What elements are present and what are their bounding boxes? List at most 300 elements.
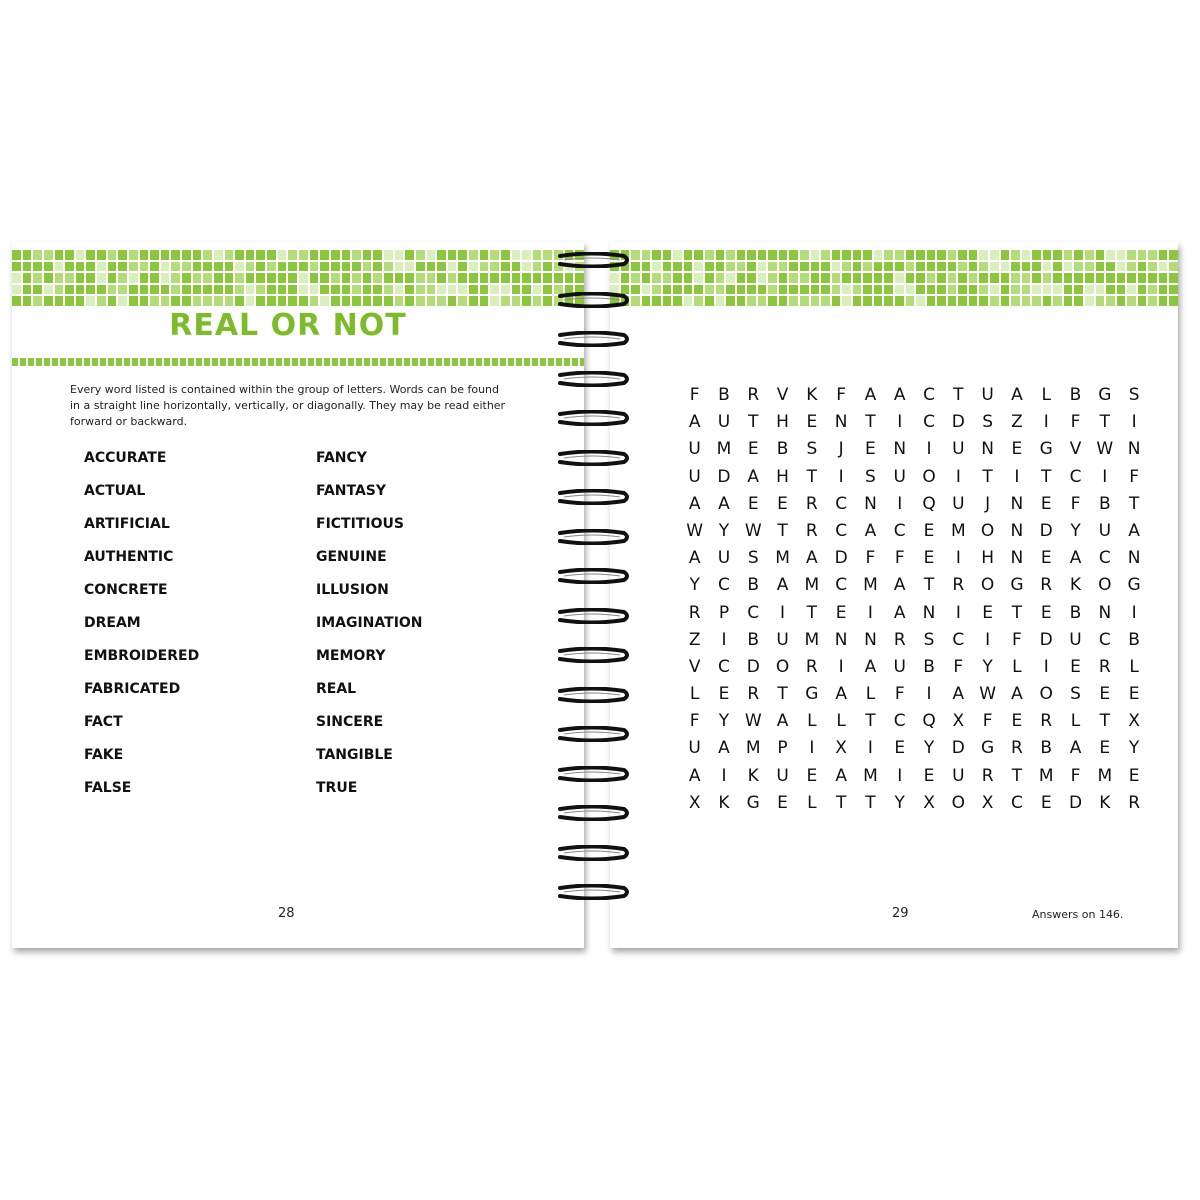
grid-letter: U: [776, 765, 789, 786]
grid-letter: I: [838, 466, 844, 487]
grid-letter: E: [1040, 602, 1052, 623]
grid-letter: L: [1041, 385, 1051, 405]
word-list-item: CONCRETE: [84, 582, 168, 598]
grid-letter: Y: [1070, 520, 1081, 541]
grid-letter: Y: [923, 738, 935, 759]
grid-letter: I: [1043, 412, 1049, 433]
grid-letter: S: [982, 412, 994, 433]
grid-letter: N: [1010, 493, 1024, 514]
grid-letter: Y: [718, 711, 730, 732]
grid-letter: I: [780, 602, 786, 623]
grid-letter: I: [1131, 602, 1137, 623]
word-list-item: FABRICATED: [84, 681, 181, 697]
grid-letter: K: [806, 385, 818, 405]
grid-letter: T: [865, 792, 876, 813]
binding-ring: [554, 568, 630, 584]
grid-letter: L: [689, 684, 700, 705]
grid-letter: E: [1070, 656, 1081, 677]
grid-letter: A: [806, 548, 818, 569]
grid-letter: N: [1127, 439, 1141, 460]
grid-letter: I: [897, 412, 903, 433]
grid-letter: I: [1043, 656, 1049, 677]
grid-letter: T: [835, 792, 847, 813]
grid-letter: C: [1098, 548, 1111, 569]
grid-letter: L: [865, 684, 876, 705]
grid-letter: C: [718, 575, 730, 596]
word-list-item: ACTUAL: [84, 483, 146, 499]
grid-letter: E: [1099, 738, 1111, 759]
word-list-item: FICTITIOUS: [316, 516, 404, 532]
grid-letter: A: [688, 412, 701, 433]
grid-letter: O: [775, 656, 790, 677]
grid-letter: W: [744, 711, 762, 732]
word-list-item: EMBROIDERED: [84, 648, 200, 664]
grid-letter: D: [1068, 792, 1083, 813]
grid-letter: R: [805, 493, 818, 514]
grid-letter: C: [1069, 466, 1082, 487]
grid-letter: G: [1098, 385, 1112, 405]
grid-letter: K: [1069, 575, 1082, 596]
grid-letter: N: [1010, 520, 1024, 541]
grid-letter: O: [980, 575, 995, 596]
grid-letter: K: [718, 792, 730, 813]
binding-ring: [554, 647, 630, 663]
grid-letter: R: [747, 385, 760, 405]
grid-letter: O: [1098, 575, 1112, 596]
header-mosaic-right: [610, 250, 1178, 306]
grid-letter: E: [1128, 765, 1140, 786]
grid-letter: X: [923, 792, 935, 813]
title-underline-stripe: [12, 358, 584, 366]
grid-letter: A: [688, 493, 701, 514]
word-list-item: SINCERE: [316, 714, 384, 730]
grid-letter: N: [893, 439, 907, 460]
grid-letter: E: [1011, 711, 1023, 732]
grid-letter: H: [981, 548, 995, 569]
grid-letter: U: [717, 412, 731, 433]
grid-letter: E: [1040, 548, 1052, 569]
grid-letter: B: [1069, 385, 1082, 405]
grid-letter: N: [834, 412, 848, 433]
grid-letter: I: [955, 466, 961, 487]
grid-letter: A: [864, 656, 877, 677]
grid-letter: R: [688, 602, 701, 623]
grid-letter: C: [835, 520, 848, 541]
grid-letter: A: [864, 520, 877, 541]
grid-letter: E: [747, 439, 759, 460]
grid-letter: C: [1010, 792, 1023, 813]
grid-letter: U: [1098, 520, 1112, 541]
grid-letter: N: [1010, 548, 1024, 569]
grid-letter: D: [746, 656, 760, 677]
grid-letter: A: [893, 602, 906, 623]
grid-letter: Y: [689, 575, 700, 596]
grid-letter: I: [721, 629, 727, 650]
grid-letter: M: [775, 548, 790, 569]
grid-letter: A: [864, 385, 877, 405]
grid-letter: T: [777, 684, 788, 705]
grid-letter: C: [893, 711, 906, 732]
grid-letter: L: [807, 711, 817, 732]
grid-letter: A: [776, 575, 789, 596]
grid-letter: M: [950, 520, 966, 541]
grid-letter: F: [1012, 629, 1022, 650]
grid-letter: A: [1011, 684, 1023, 705]
grid-letter: W: [979, 684, 997, 705]
binding-ring: [554, 450, 630, 466]
grid-letter: E: [806, 412, 818, 433]
binding-ring: [554, 371, 630, 387]
grid-letter: S: [806, 439, 818, 460]
grid-letter: J: [985, 493, 991, 514]
grid-letter: U: [717, 548, 731, 569]
grid-letter: B: [1069, 602, 1082, 623]
grid-letter: U: [688, 439, 701, 460]
grid-letter: I: [926, 684, 932, 705]
binding-ring: [554, 252, 630, 268]
grid-letter: E: [777, 792, 788, 813]
grid-letter: B: [923, 656, 935, 677]
grid-letter: S: [1128, 385, 1140, 405]
grid-letter: N: [922, 602, 936, 623]
grid-letter: I: [955, 602, 961, 623]
grid-letter: Q: [922, 493, 936, 514]
grid-letter: A: [835, 765, 847, 786]
grid-letter: A: [1128, 520, 1140, 541]
binding-ring: [554, 292, 630, 308]
grid-letter: S: [923, 629, 935, 650]
word-list-item: AUTHENTIC: [84, 549, 174, 565]
grid-letter: R: [1040, 575, 1053, 596]
grid-letter: E: [1011, 439, 1023, 460]
grid-letter: X: [835, 738, 847, 759]
grid-letter: E: [835, 602, 847, 623]
grid-letter: R: [1011, 738, 1023, 759]
grid-letter: F: [1070, 412, 1081, 433]
page-number-left: 28: [278, 906, 295, 921]
grid-letter: T: [806, 602, 818, 623]
word-list-column-1: [84, 450, 199, 813]
word-list-item: IMAGINATION: [316, 615, 423, 631]
grid-letter: T: [923, 575, 935, 596]
grid-letter: B: [1128, 629, 1140, 650]
grid-letter: B: [1040, 738, 1053, 759]
grid-letter: D: [951, 738, 965, 759]
grid-letter: R: [805, 520, 818, 541]
binding-ring: [554, 529, 630, 545]
grid-letter: T: [1099, 412, 1110, 433]
grid-letter: Y: [894, 792, 905, 813]
grid-letter: A: [776, 711, 789, 732]
grid-letter: V: [776, 385, 789, 405]
grid-letter: I: [897, 493, 903, 514]
word-list-item: TRUE: [316, 780, 358, 796]
grid-letter: T: [1011, 602, 1023, 623]
grid-letter: V: [1069, 439, 1082, 460]
grid-letter: H: [776, 412, 789, 433]
grid-letter: U: [688, 466, 701, 487]
grid-letter: I: [1102, 466, 1108, 487]
word-list-item: FAKE: [84, 747, 124, 763]
grid-letter: M: [716, 439, 732, 460]
grid-letter: G: [981, 738, 995, 759]
grid-letter: A: [688, 548, 701, 569]
word-list-item: ARTIFICIAL: [84, 516, 170, 532]
grid-letter: K: [1099, 792, 1111, 813]
word-search-grid: [680, 382, 1149, 817]
grid-letter: D: [951, 412, 965, 433]
grid-letter: E: [923, 520, 935, 541]
binding-ring: [554, 331, 630, 347]
grid-letter: R: [747, 684, 760, 705]
grid-letter: K: [747, 765, 759, 786]
word-list-item: FANCY: [316, 450, 367, 466]
grid-letter: C: [952, 629, 965, 650]
grid-letter: S: [865, 466, 876, 487]
grid-letter: I: [867, 738, 873, 759]
grid-letter: A: [835, 684, 847, 705]
word-list-item: ILLUSION: [316, 582, 389, 598]
word-list-item: FANTASY: [316, 483, 387, 499]
grid-letter: R: [1128, 792, 1140, 813]
grid-letter: M: [1097, 765, 1113, 786]
grid-letter: M: [1038, 765, 1054, 786]
grid-letter: C: [1098, 629, 1111, 650]
grid-letter: N: [864, 629, 877, 650]
grid-letter: P: [718, 602, 730, 623]
grid-letter: G: [1010, 575, 1024, 596]
grid-letter: N: [864, 493, 877, 514]
grid-letter: T: [777, 520, 788, 541]
grid-letter: F: [836, 385, 847, 405]
grid-letter: C: [893, 520, 906, 541]
grid-letter: C: [923, 385, 935, 405]
grid-letter: S: [747, 548, 759, 569]
grid-letter: E: [777, 493, 788, 514]
page-number-right: 29: [892, 906, 909, 921]
grid-letter: U: [893, 466, 906, 487]
grid-letter: U: [688, 738, 701, 759]
grid-letter: R: [981, 765, 994, 786]
grid-letter: R: [952, 575, 965, 596]
grid-letter: A: [718, 493, 730, 514]
grid-letter: T: [982, 466, 993, 487]
grid-letter: I: [1014, 466, 1020, 487]
word-list-column-2: [316, 450, 423, 813]
grid-letter: M: [804, 629, 820, 650]
grid-letter: O: [922, 466, 936, 487]
grid-letter: C: [835, 575, 848, 596]
grid-letter: Q: [922, 711, 936, 732]
grid-letter: M: [863, 575, 878, 596]
grid-letter: F: [953, 656, 964, 677]
right-page: [610, 242, 1178, 948]
grid-letter: E: [747, 493, 759, 514]
binding-ring: [554, 884, 630, 900]
grid-letter: T: [1011, 765, 1023, 786]
grid-letter: L: [1129, 656, 1139, 677]
grid-letter: O: [951, 792, 966, 813]
grid-letter: F: [689, 385, 700, 405]
grid-letter: G: [1127, 575, 1141, 596]
grid-letter: T: [953, 385, 964, 405]
binding-ring: [554, 845, 630, 861]
word-list-item: MEMORY: [316, 648, 386, 664]
grid-letter: I: [721, 765, 727, 786]
grid-letter: Y: [1128, 738, 1140, 759]
grid-letter: A: [893, 385, 906, 405]
grid-letter: F: [982, 711, 993, 732]
left-page: [12, 242, 584, 948]
grid-letter: U: [981, 385, 994, 405]
grid-letter: A: [952, 684, 965, 705]
grid-letter: I: [955, 548, 961, 569]
grid-letter: E: [1040, 493, 1052, 514]
grid-letter: Y: [718, 520, 730, 541]
grid-letter: A: [1069, 738, 1082, 759]
grid-letter: L: [1012, 656, 1022, 677]
grid-letter: T: [1099, 711, 1110, 732]
grid-letter: E: [718, 684, 730, 705]
grid-letter: N: [1098, 602, 1112, 623]
grid-letter: A: [893, 575, 906, 596]
grid-letter: P: [777, 738, 788, 759]
grid-letter: M: [863, 765, 878, 786]
grid-letter: X: [1128, 711, 1140, 732]
binding-ring: [554, 489, 630, 505]
grid-letter: L: [836, 711, 846, 732]
word-list-item: TANGIBLE: [316, 747, 393, 763]
grid-letter: X: [688, 792, 701, 813]
word-list-item: REAL: [316, 681, 357, 697]
word-list-item: GENUINE: [316, 549, 387, 565]
binding-ring: [554, 726, 630, 742]
grid-letter: W: [744, 520, 762, 541]
grid-letter: O: [980, 520, 995, 541]
grid-letter: T: [865, 711, 876, 732]
word-list-item: FALSE: [84, 780, 132, 796]
grid-letter: C: [923, 412, 935, 433]
grid-letter: I: [985, 629, 991, 650]
grid-letter: C: [747, 602, 760, 623]
grid-letter: A: [1011, 385, 1023, 405]
grid-letter: L: [807, 792, 817, 813]
grid-letter: D: [1039, 520, 1053, 541]
grid-letter: F: [1070, 765, 1081, 786]
grid-letter: E: [982, 602, 993, 623]
grid-letter: N: [981, 439, 994, 460]
grid-letter: F: [894, 548, 905, 569]
grid-letter: Y: [982, 656, 993, 677]
binding-ring: [554, 766, 630, 782]
answers-note: Answers on 146.: [1032, 908, 1124, 921]
grid-letter: F: [1070, 493, 1081, 514]
grid-letter: T: [1128, 493, 1140, 514]
grid-letter: U: [952, 439, 965, 460]
grid-letter: W: [686, 520, 704, 541]
grid-letter: V: [688, 656, 701, 677]
grid-letter: I: [867, 602, 873, 623]
grid-letter: W: [1096, 439, 1114, 460]
grid-letter: T: [865, 412, 876, 433]
grid-letter: I: [897, 765, 903, 786]
grid-letter: Z: [1011, 412, 1023, 433]
binding-ring: [554, 687, 630, 703]
grid-letter: A: [688, 765, 701, 786]
grid-letter: O: [1039, 684, 1053, 705]
grid-letter: I: [838, 656, 844, 677]
grid-letter: U: [893, 656, 906, 677]
grid-letter: F: [1129, 466, 1139, 487]
grid-letter: M: [745, 738, 761, 759]
grid-letter: D: [717, 466, 731, 487]
grid-letter: B: [718, 385, 730, 405]
grid-letter: R: [805, 656, 818, 677]
grid-letter: D: [1039, 629, 1053, 650]
grid-letter: D: [834, 548, 848, 569]
grid-letter: B: [747, 575, 760, 596]
grid-letter: B: [1098, 493, 1111, 514]
grid-letter: G: [1039, 439, 1053, 460]
grid-letter: G: [746, 792, 760, 813]
grid-letter: H: [776, 466, 789, 487]
grid-letter: E: [923, 765, 935, 786]
grid-letter: E: [865, 439, 876, 460]
grid-letter: I: [809, 738, 815, 759]
grid-letter: A: [718, 738, 730, 759]
word-list-item: ACCURATE: [84, 450, 167, 466]
binding-ring: [554, 805, 630, 821]
grid-letter: B: [776, 439, 789, 460]
grid-letter: X: [981, 792, 994, 813]
word-list-item: DREAM: [84, 615, 141, 631]
grid-letter: U: [952, 765, 965, 786]
grid-letter: L: [1070, 711, 1081, 732]
grid-letter: C: [718, 656, 730, 677]
grid-letter: F: [865, 548, 876, 569]
grid-letter: G: [805, 684, 819, 705]
grid-letter: A: [1069, 548, 1082, 569]
grid-letter: E: [894, 738, 906, 759]
grid-letter: T: [806, 466, 818, 487]
grid-letter: M: [804, 575, 820, 596]
grid-letter: J: [838, 439, 844, 460]
grid-letter: N: [1127, 548, 1141, 569]
binding-ring: [554, 410, 630, 426]
grid-letter: T: [1041, 466, 1052, 487]
grid-letter: U: [1069, 629, 1082, 650]
grid-letter: T: [748, 412, 759, 433]
grid-letter: E: [923, 548, 935, 569]
grid-letter: B: [747, 629, 760, 650]
grid-letter: I: [1131, 412, 1137, 433]
puzzle-instructions: Every word listed is contained within the group of letters. Words can be found in a straight line horizontally, vertically, or diagonally. They may be read either forward or backward.: [70, 383, 506, 428]
grid-letter: N: [834, 629, 848, 650]
grid-letter: X: [952, 711, 965, 732]
word-list-item: FACT: [84, 714, 123, 730]
grid-letter: U: [952, 493, 965, 514]
grid-letter: A: [747, 466, 760, 487]
grid-letter: E: [1099, 684, 1111, 705]
grid-letter: E: [806, 765, 818, 786]
grid-letter: R: [1098, 656, 1111, 677]
grid-letter: R: [893, 629, 906, 650]
binding-ring: [554, 608, 630, 624]
puzzle-title: REAL OR NOT: [169, 308, 407, 343]
header-mosaic-left: [12, 250, 584, 306]
grid-letter: I: [926, 439, 932, 460]
grid-letter: F: [894, 684, 905, 705]
